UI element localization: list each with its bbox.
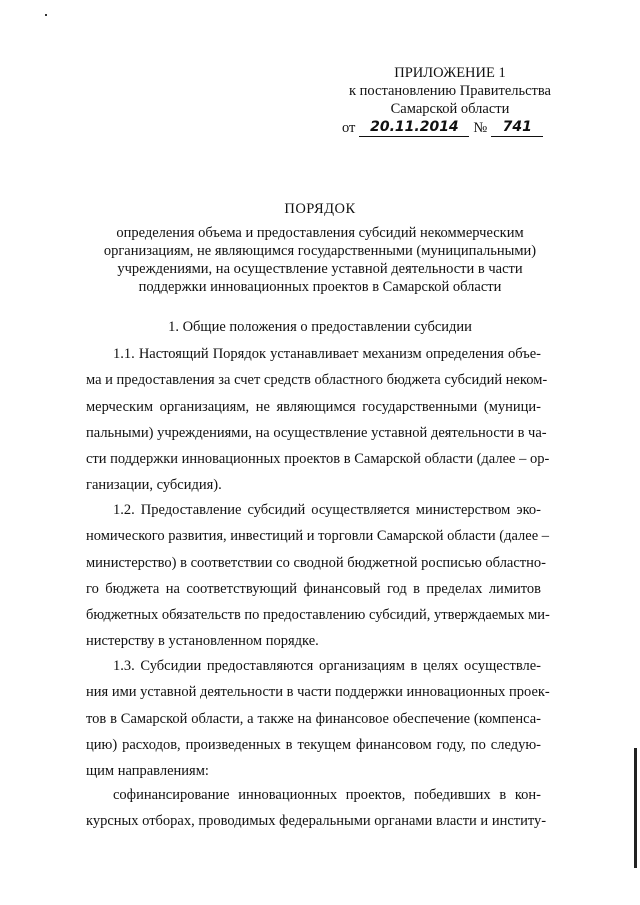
section-heading: 1. Общие положения о предоставлении субсидии xyxy=(168,319,472,335)
text-line: курсных отборах, проводимых федеральными органами власти и институ- xyxy=(86,813,547,830)
text-line: софинансирование инновационных проектов, победивших в кон- xyxy=(113,787,541,803)
text-line: бюджетных обязательств по предоставлению субсидий, утверждаемых ми- xyxy=(86,607,550,624)
text-line: го бюджета на соответствующий финансовый год в пределах лимитов xyxy=(86,580,541,597)
paragraph-cofinancing xyxy=(86,782,547,835)
text-line: тов в Самарской области, а также на финансовое обеспечение (компенса- xyxy=(86,710,541,727)
text-line: 1.3. Субсидии предоставляются организациям в целях осуществле- xyxy=(113,658,541,674)
number-label: № xyxy=(473,120,488,136)
text-line: министерство) в соответствии со сводной бюджетной росписью областно- xyxy=(86,554,546,571)
title-line: учреждениями, на осуществление уставной деятельности в части xyxy=(117,261,523,277)
text-line: щим направлениям: xyxy=(86,763,209,780)
paragraph-1-3 xyxy=(86,653,550,784)
text-line: ганизации, субсидия). xyxy=(86,477,222,494)
text-line: номического развития, инвестиций и торговли Самарской области (далее – xyxy=(86,528,550,545)
resolution-number: 741 xyxy=(491,118,543,137)
resolution-line: к постановлению Правительства xyxy=(349,83,551,99)
paragraph-1-2 xyxy=(86,497,550,655)
text-line: 1.2. Предоставление субсидий осуществляется министерством эко- xyxy=(113,502,541,518)
text-line: 1.1. Настоящий Порядок устанавливает механизм определения объе- xyxy=(113,346,541,362)
scan-edge-shadow xyxy=(634,748,637,868)
from-label: от xyxy=(342,120,356,136)
resolution-date: 20.11.2014 xyxy=(359,118,469,137)
document-title xyxy=(80,200,560,296)
appendix-title: ПРИЛОЖЕНИЕ 1 xyxy=(394,65,506,81)
title-line: поддержки инновационных проектов в Самарской области xyxy=(138,279,502,295)
title-line: организациям, не являющимся государственными (муниципальными) xyxy=(103,243,537,259)
text-line: ния ими уставной деятельности в части поддержки инновационных проек- xyxy=(86,684,550,701)
paragraph-1-1 xyxy=(86,341,550,499)
text-line: пальными) учреждениями, на осуществление уставной деятельности в ча- xyxy=(86,424,547,441)
title-heading: ПОРЯДОК xyxy=(284,201,356,217)
date-number-line xyxy=(330,118,570,137)
region-line: Самарской области xyxy=(390,101,510,117)
title-line: определения объема и предоставления субсидий некоммерческим xyxy=(116,225,524,241)
text-line: ма и предоставления за счет средств областного бюджета субсидий неком- xyxy=(86,372,548,389)
text-line: нистерству в установленном порядке. xyxy=(86,633,319,650)
appendix-header xyxy=(330,64,570,137)
text-line: мерческим организациям, не являющимся государственными (муници- xyxy=(86,398,541,415)
text-line: цию) расходов, произведенных в текущем финансовом году, по следую- xyxy=(86,736,541,753)
scan-speck xyxy=(45,14,47,16)
text-line: сти поддержки инновационных проектов в Самарской области (далее – ор- xyxy=(86,451,550,468)
